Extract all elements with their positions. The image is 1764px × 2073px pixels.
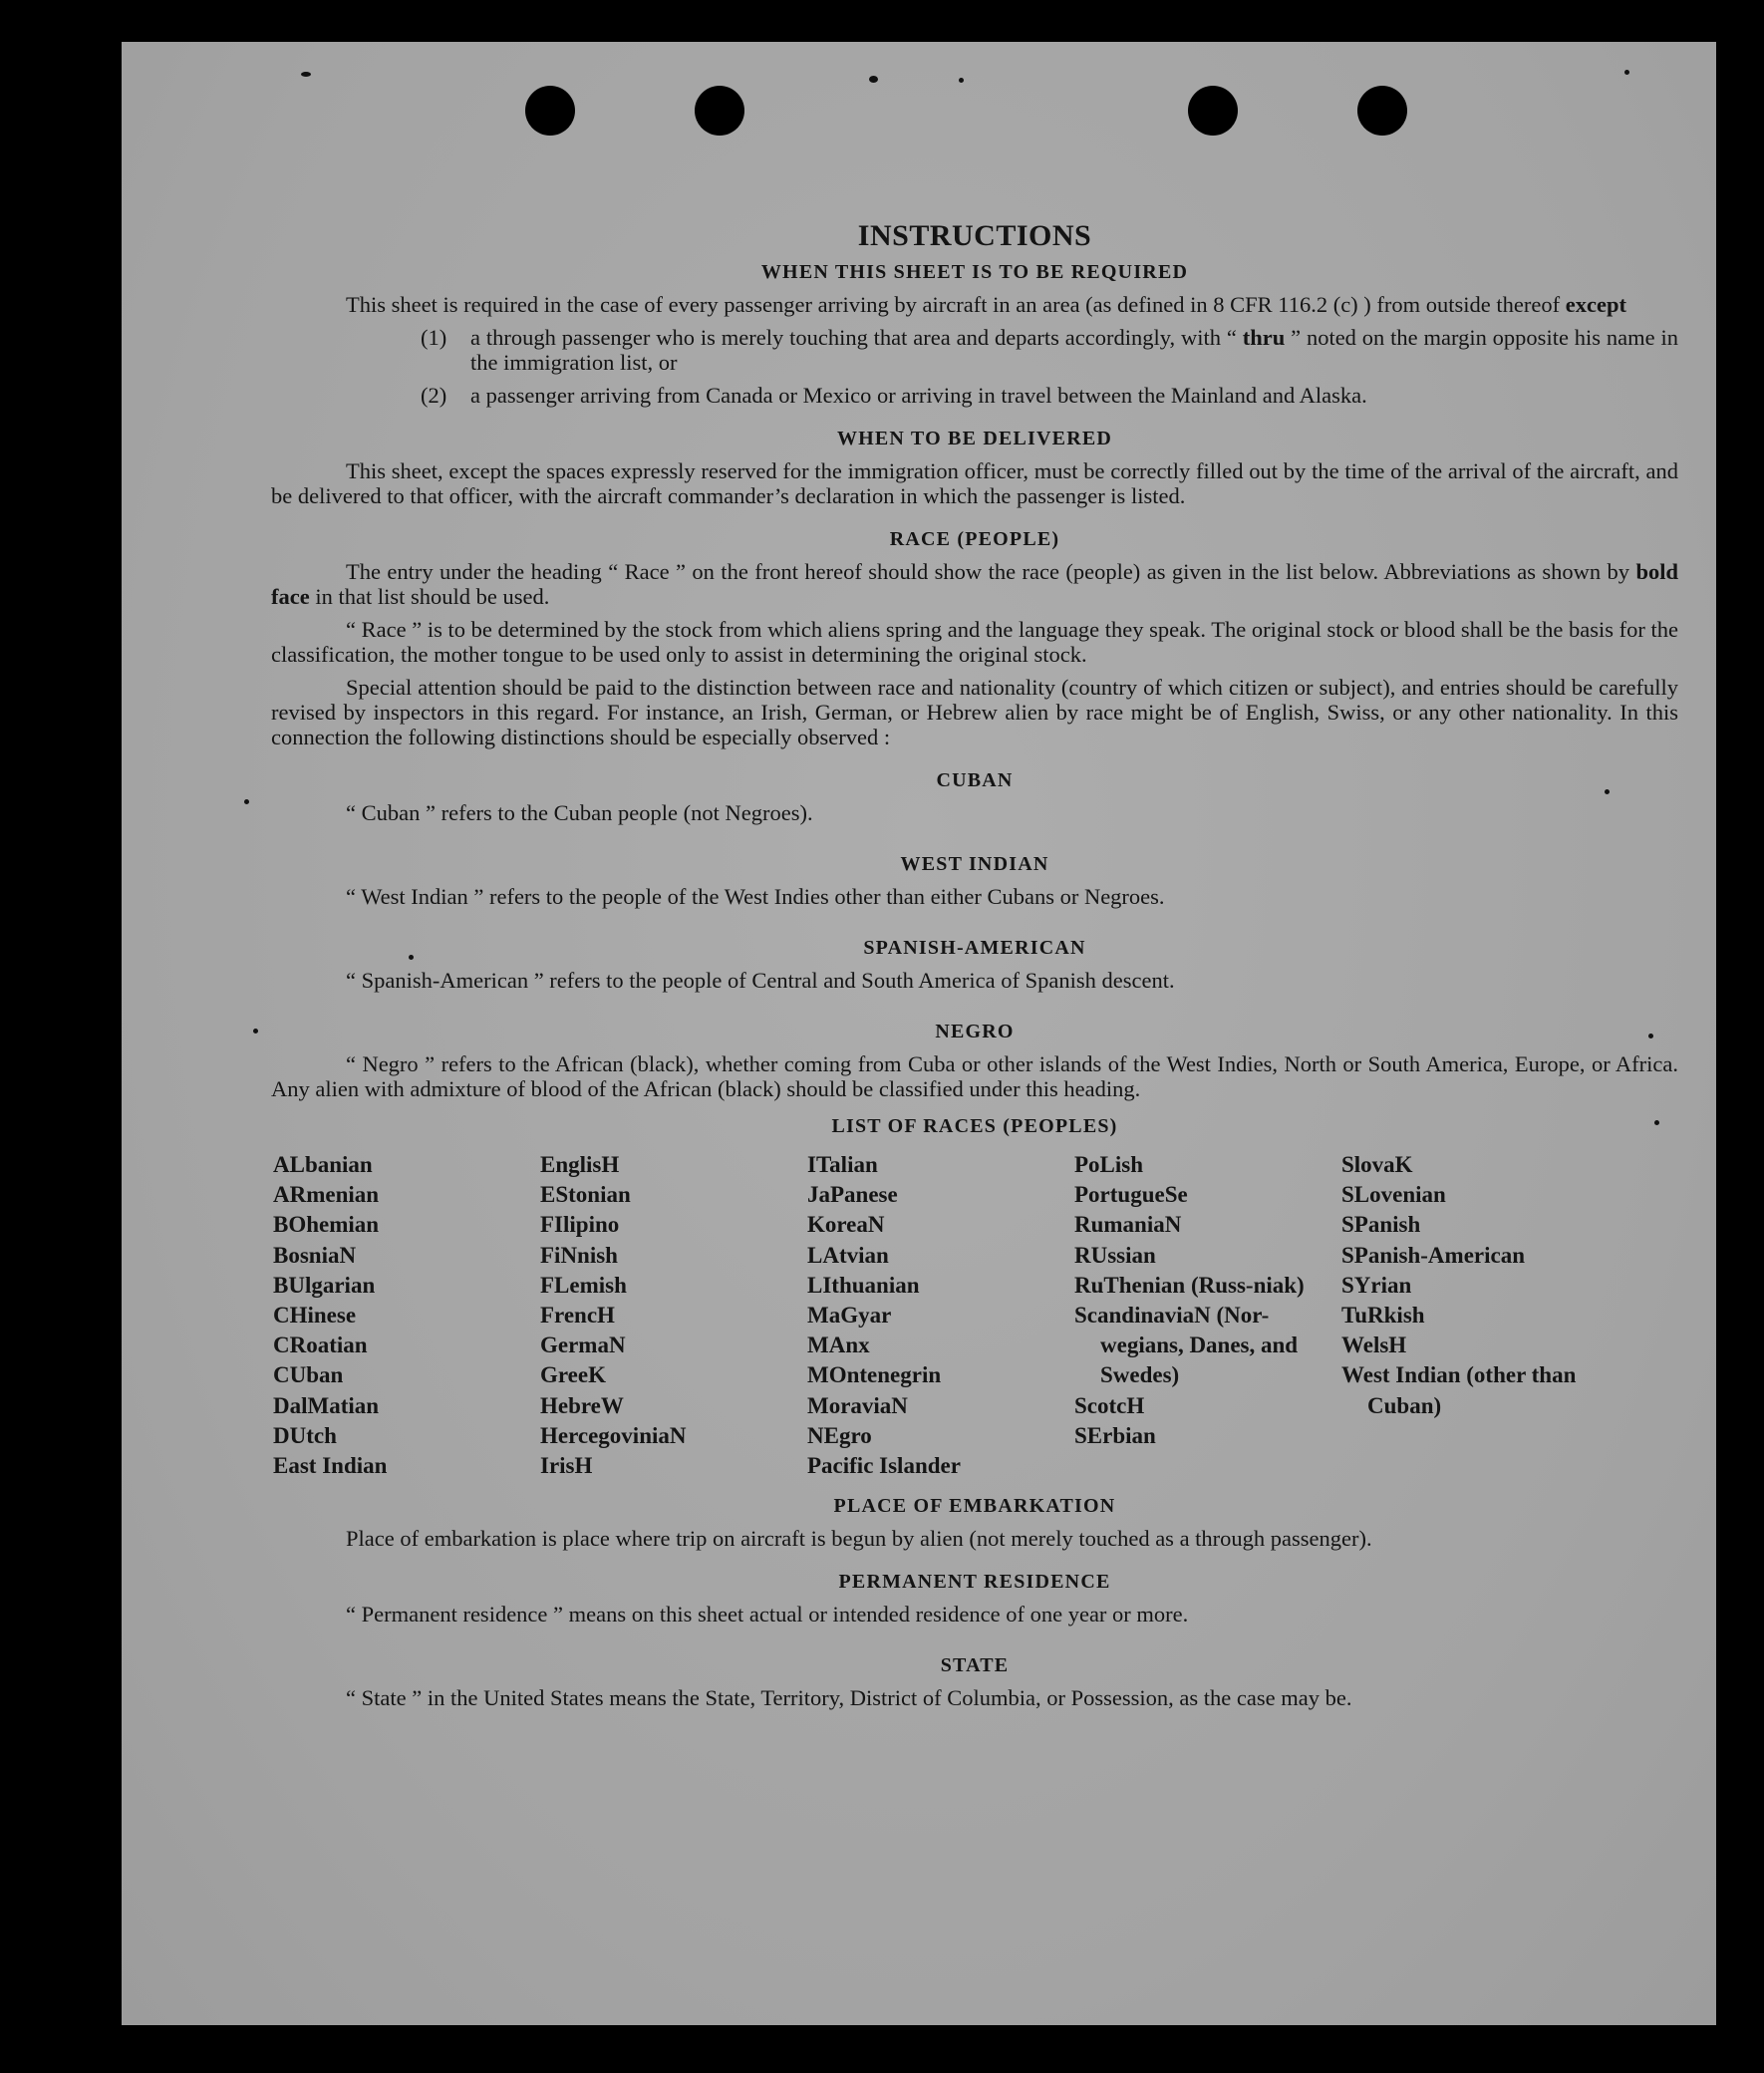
required-paragraph: This sheet is required in the case of every passenger arriving by aircraft in an area (as defined in 8 CFR 116.2 (c) ) from outside thereof except: [346, 292, 1626, 317]
page-title: INSTRUCTIONS: [857, 219, 1092, 252]
race-item: JaPanese: [807, 1182, 898, 1208]
race-item: West Indian (other than Cuban): [1341, 1362, 1577, 1418]
punch-hole: [525, 86, 575, 136]
section-heading-cuban: CUBAN: [936, 769, 1014, 791]
race-item: MoraviaN: [807, 1392, 908, 1418]
embarkation-paragraph: Place of embarkation is place where trip on aircraft is begun by alien (not merely touched as a through passenger).: [346, 1526, 1372, 1552]
race-item: FrencH: [540, 1303, 615, 1329]
section-heading-state: STATE: [940, 1654, 1010, 1677]
race-item: ALbanian: [273, 1152, 373, 1177]
race-item: FIlipino: [540, 1212, 620, 1238]
race-item: RumaniaN: [1074, 1212, 1182, 1238]
race-item: EStonian: [540, 1182, 631, 1208]
race-item: ARmenian: [273, 1182, 380, 1208]
race-item: HercegoviniaN: [540, 1422, 687, 1448]
races-column: [807, 1150, 1074, 1481]
race-item: SlovaK: [1341, 1152, 1413, 1177]
punch-hole: [1357, 86, 1407, 136]
race-item: CUban: [273, 1362, 344, 1388]
state-paragraph: “ State ” in the United States means the State, Territory, District of Columbia, or Possession, as the case may be.: [346, 1685, 1352, 1711]
cuban-paragraph: “ Cuban ” refers to the Cuban people (not Negroes).: [346, 800, 813, 825]
race-item: GreeK: [540, 1362, 606, 1388]
race-item: NEgro: [807, 1422, 872, 1448]
document-page: [122, 42, 1716, 2025]
race-item: MAnx: [807, 1333, 870, 1358]
race-paragraph-3: Special attention should be paid to the distinction between race and nationality (country of which citizen or subject), and entries should be carefully revised by inspectors in this regard. For instance, an Irish, German, or Hebrew alien by race might be of English, Swiss, or any other nationality. In this connection the following distinctions should be especially observed :: [271, 675, 1678, 749]
delivered-paragraph: This sheet, except the spaces expressly reserved for the immigration officer, must be correctly filled out by the time of the arrival of the aircraft, and be delivered to that officer, with the aircraft commander’s declaration in which the passenger is listed.: [271, 458, 1678, 508]
race-item: TuRkish: [1341, 1303, 1425, 1329]
race-item: SLovenian: [1341, 1182, 1446, 1208]
race-item: LIthuanian: [807, 1272, 920, 1298]
race-item: DUtch: [273, 1422, 337, 1448]
race-item: MaGyar: [807, 1303, 892, 1329]
race-item: SPanish-American: [1341, 1242, 1525, 1268]
race-item: FiNnish: [540, 1242, 618, 1268]
race-item: RUssian: [1074, 1242, 1156, 1268]
race-item: IrisH: [540, 1453, 593, 1479]
negro-paragraph: “ Negro ” refers to the African (black), whether coming from Cuba or other islands of the West Indies, North or South America, Europe, or Africa. Any alien with admixture of blood of the African (black) should be classified under this heading.: [271, 1051, 1678, 1101]
spanish-american-paragraph: “ Spanish-American ” refers to the people of Central and South America of Spanish descent.: [346, 968, 1175, 993]
race-item: CHinese: [273, 1303, 357, 1329]
race-item: SPanish: [1341, 1212, 1421, 1238]
exception-item-1: (1) a through passenger who is merely touching that area and departs accordingly, with “ thru ” noted on the margin opposite his name in the immigration list, or: [421, 325, 1678, 375]
race-item: ITalian: [807, 1152, 878, 1177]
race-item: ScandinaviaN (Nor-wegians, Danes, and Swedes): [1074, 1303, 1299, 1388]
instructions-content: [271, 169, 1678, 1710]
races-column: [1074, 1150, 1341, 1481]
race-item: EnglisH: [540, 1152, 620, 1177]
race-item: LAtvian: [807, 1242, 889, 1268]
race-item: SYrian: [1341, 1272, 1412, 1298]
section-heading-residence: PERMANENT RESIDENCE: [838, 1571, 1111, 1594]
punch-hole: [695, 86, 744, 136]
race-item: SErbian: [1074, 1422, 1156, 1448]
section-heading-delivered: WHEN TO BE DELIVERED: [836, 428, 1113, 449]
west-indian-paragraph: “ West Indian ” refers to the people of the West Indies other than either Cubans or Negroes.: [346, 884, 1165, 909]
section-heading-negro: NEGRO: [935, 1021, 1015, 1042]
races-column: [1341, 1150, 1609, 1481]
race-item: KoreaN: [807, 1212, 885, 1238]
race-item: East Indian: [273, 1453, 388, 1479]
races-column: [273, 1150, 540, 1481]
section-heading-list-of-races: LIST OF RACES (PEOPLES): [831, 1115, 1118, 1137]
race-item: RuThenian (Russ-niak): [1074, 1272, 1305, 1298]
race-item: PoLish: [1074, 1152, 1144, 1177]
section-heading-spanish-american: SPANISH-AMERICAN: [863, 937, 1086, 959]
section-heading-west-indian: WEST INDIAN: [900, 853, 1049, 875]
race-item: DalMatian: [273, 1392, 380, 1418]
race-item: FLemish: [540, 1272, 627, 1298]
race-item: PortugueSe: [1074, 1182, 1188, 1208]
section-heading-required: WHEN THIS SHEET IS TO BE REQUIRED: [760, 261, 1189, 283]
punch-hole: [1188, 86, 1238, 136]
race-paragraph-2: “ Race ” is to be determined by the stock from which aliens spring and the language they speak. The original stock or blood shall be the basis for the classification, the mother tongue to be used only to assist in determining the original stock.: [271, 617, 1678, 667]
race-item: CRoatian: [273, 1333, 368, 1358]
race-item: HebreW: [540, 1392, 624, 1418]
races-column: [540, 1150, 807, 1481]
race-item: ScotcH: [1074, 1392, 1145, 1418]
race-paragraph-1: The entry under the heading “ Race ” on the front hereof should show the race (people) as given in the list below. Abbreviations as shown by bold face in that list should be used.: [271, 559, 1678, 609]
race-item: BosniaN: [273, 1242, 357, 1268]
race-item: GermaN: [540, 1333, 626, 1358]
section-heading-race: RACE (PEOPLE): [889, 528, 1060, 550]
race-item: Pacific Islander: [807, 1453, 961, 1479]
section-heading-embarkation: PLACE OF EMBARKATION: [833, 1495, 1116, 1518]
race-item: BUlgarian: [273, 1272, 376, 1298]
race-item: WelsH: [1341, 1333, 1407, 1358]
race-item: BOhemian: [273, 1212, 380, 1238]
race-item: MOntenegrin: [807, 1362, 942, 1388]
races-list: [273, 1150, 1678, 1481]
residence-paragraph: “ Permanent residence ” means on this sheet actual or intended residence of one year or more.: [346, 1602, 1189, 1628]
exception-item-2: (2) a passenger arriving from Canada or Mexico or arriving in travel between the Mainland and Alaska.: [421, 383, 1367, 408]
